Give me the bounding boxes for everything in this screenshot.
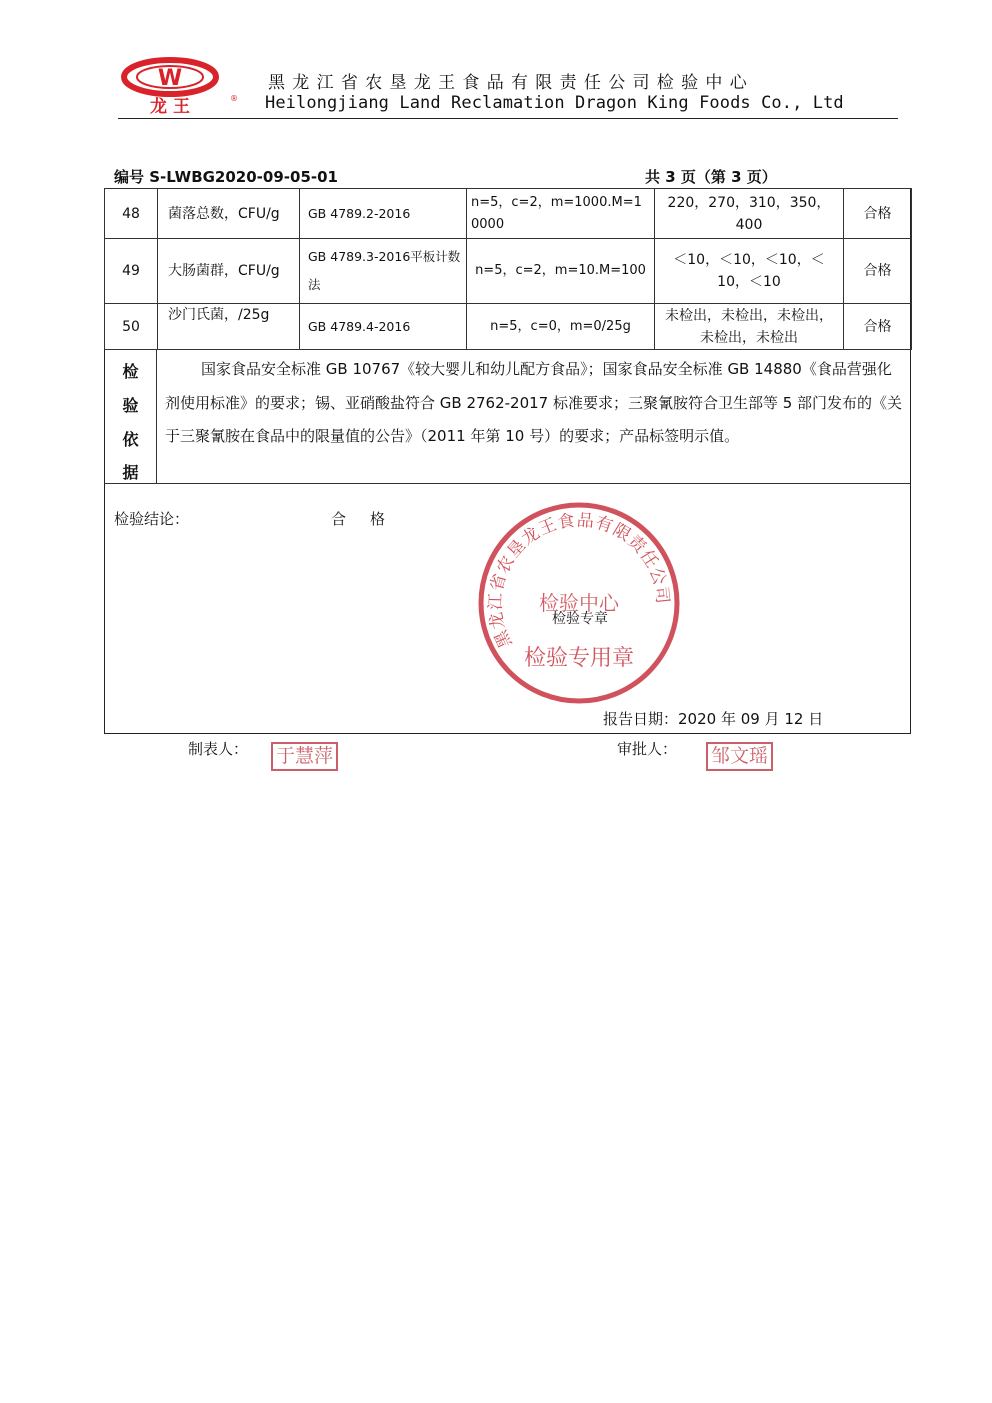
item-limit: n=5，c=0，m=0/25g <box>467 304 655 350</box>
table-row <box>105 189 912 239</box>
page-count: 共 3 页（第 3 页） <box>645 168 777 186</box>
seal-center-text: 检验中心 <box>539 591 619 615</box>
seal-ring-text: 黑龙江省农垦龙王食品有限责任公司 <box>485 510 673 651</box>
inspection-seal <box>476 500 682 706</box>
item-verdict: 合格 <box>844 304 912 350</box>
item-limit: n=5，c=2，m=10.M=100 <box>467 239 655 304</box>
item-number: 50 <box>105 304 158 350</box>
conclusion-value: 合格 <box>331 510 410 528</box>
company-name-cn: 黑龙江省农垦龙王食品有限责任公司检验中心 <box>268 73 754 93</box>
item-number: 49 <box>105 239 158 304</box>
item-number: 48 <box>105 189 158 239</box>
seal-overlay-text: 检验专章 <box>552 611 608 627</box>
maker-signature-stamp: 于慧萍 <box>271 742 338 771</box>
conclusion-label: 检验结论： <box>114 510 190 528</box>
item-method: GB 4789.2-2016 <box>300 189 467 239</box>
item-limit: n=5，c=2，m=1000.M=10000 <box>467 189 655 239</box>
item-name: 菌落总数，CFU/g <box>158 189 300 239</box>
basis-label-char: 据 <box>122 463 139 482</box>
svg-text:W: W <box>157 66 183 91</box>
approver-label: 审批人： <box>617 740 678 758</box>
report-date: 报告日期：2020 年 09 月 12 日 <box>603 710 824 728</box>
test-items-table <box>104 188 912 350</box>
basis-label <box>104 349 157 484</box>
item-verdict: 合格 <box>844 239 912 304</box>
item-result: 220，270，310，350，400 <box>655 189 844 239</box>
item-name: 沙门氏菌，/25g <box>158 304 300 350</box>
item-result: 未检出，未检出，未检出，未检出，未检出 <box>655 304 844 350</box>
item-name: 大肠菌群，CFU/g <box>158 239 300 304</box>
item-verdict: 合格 <box>844 189 912 239</box>
approver-signature-stamp: 邹文瑶 <box>706 742 773 771</box>
header-divider <box>118 118 898 119</box>
seal-bottom-text: 检验专用章 <box>523 646 635 671</box>
basis-label-char: 验 <box>122 396 139 415</box>
svg-text:龙 王: 龙 王 <box>150 97 190 117</box>
document-number: 编号 S-LWBG2020-09-05-01 <box>114 168 338 186</box>
basis-text: 国家食品安全标准 GB 10767《较大婴儿和幼儿配方食品》；国家食品安全标准 GB 14880《食品营强化剂使用标准》的要求；锡、亚硝酸盐符合 GB 2762-2017 标准要求；三聚氰胺符合卫生部等 5 部门发布的《关于三聚氰胺在食品中的限量值的公告》（2011 年第 10 号）的要求；产品标签明示值。 <box>165 360 903 445</box>
item-result: ＜10，＜10，＜10，＜10，＜10 <box>655 239 844 304</box>
company-name-en: Heilongjiang Land Reclamation Dragon King Foods Co., Ltd <box>265 93 844 113</box>
item-method: GB 4789.4-2016 <box>300 304 467 350</box>
table-row <box>105 239 912 304</box>
table-row <box>105 304 912 350</box>
basis-label-char: 依 <box>122 430 139 449</box>
svg-text:®: ® <box>230 94 238 103</box>
item-method: GB 4789.3-2016平板计数法 <box>300 239 467 304</box>
company-logo <box>118 57 244 117</box>
maker-label: 制表人： <box>188 740 249 758</box>
basis-label-char: 检 <box>122 362 139 381</box>
